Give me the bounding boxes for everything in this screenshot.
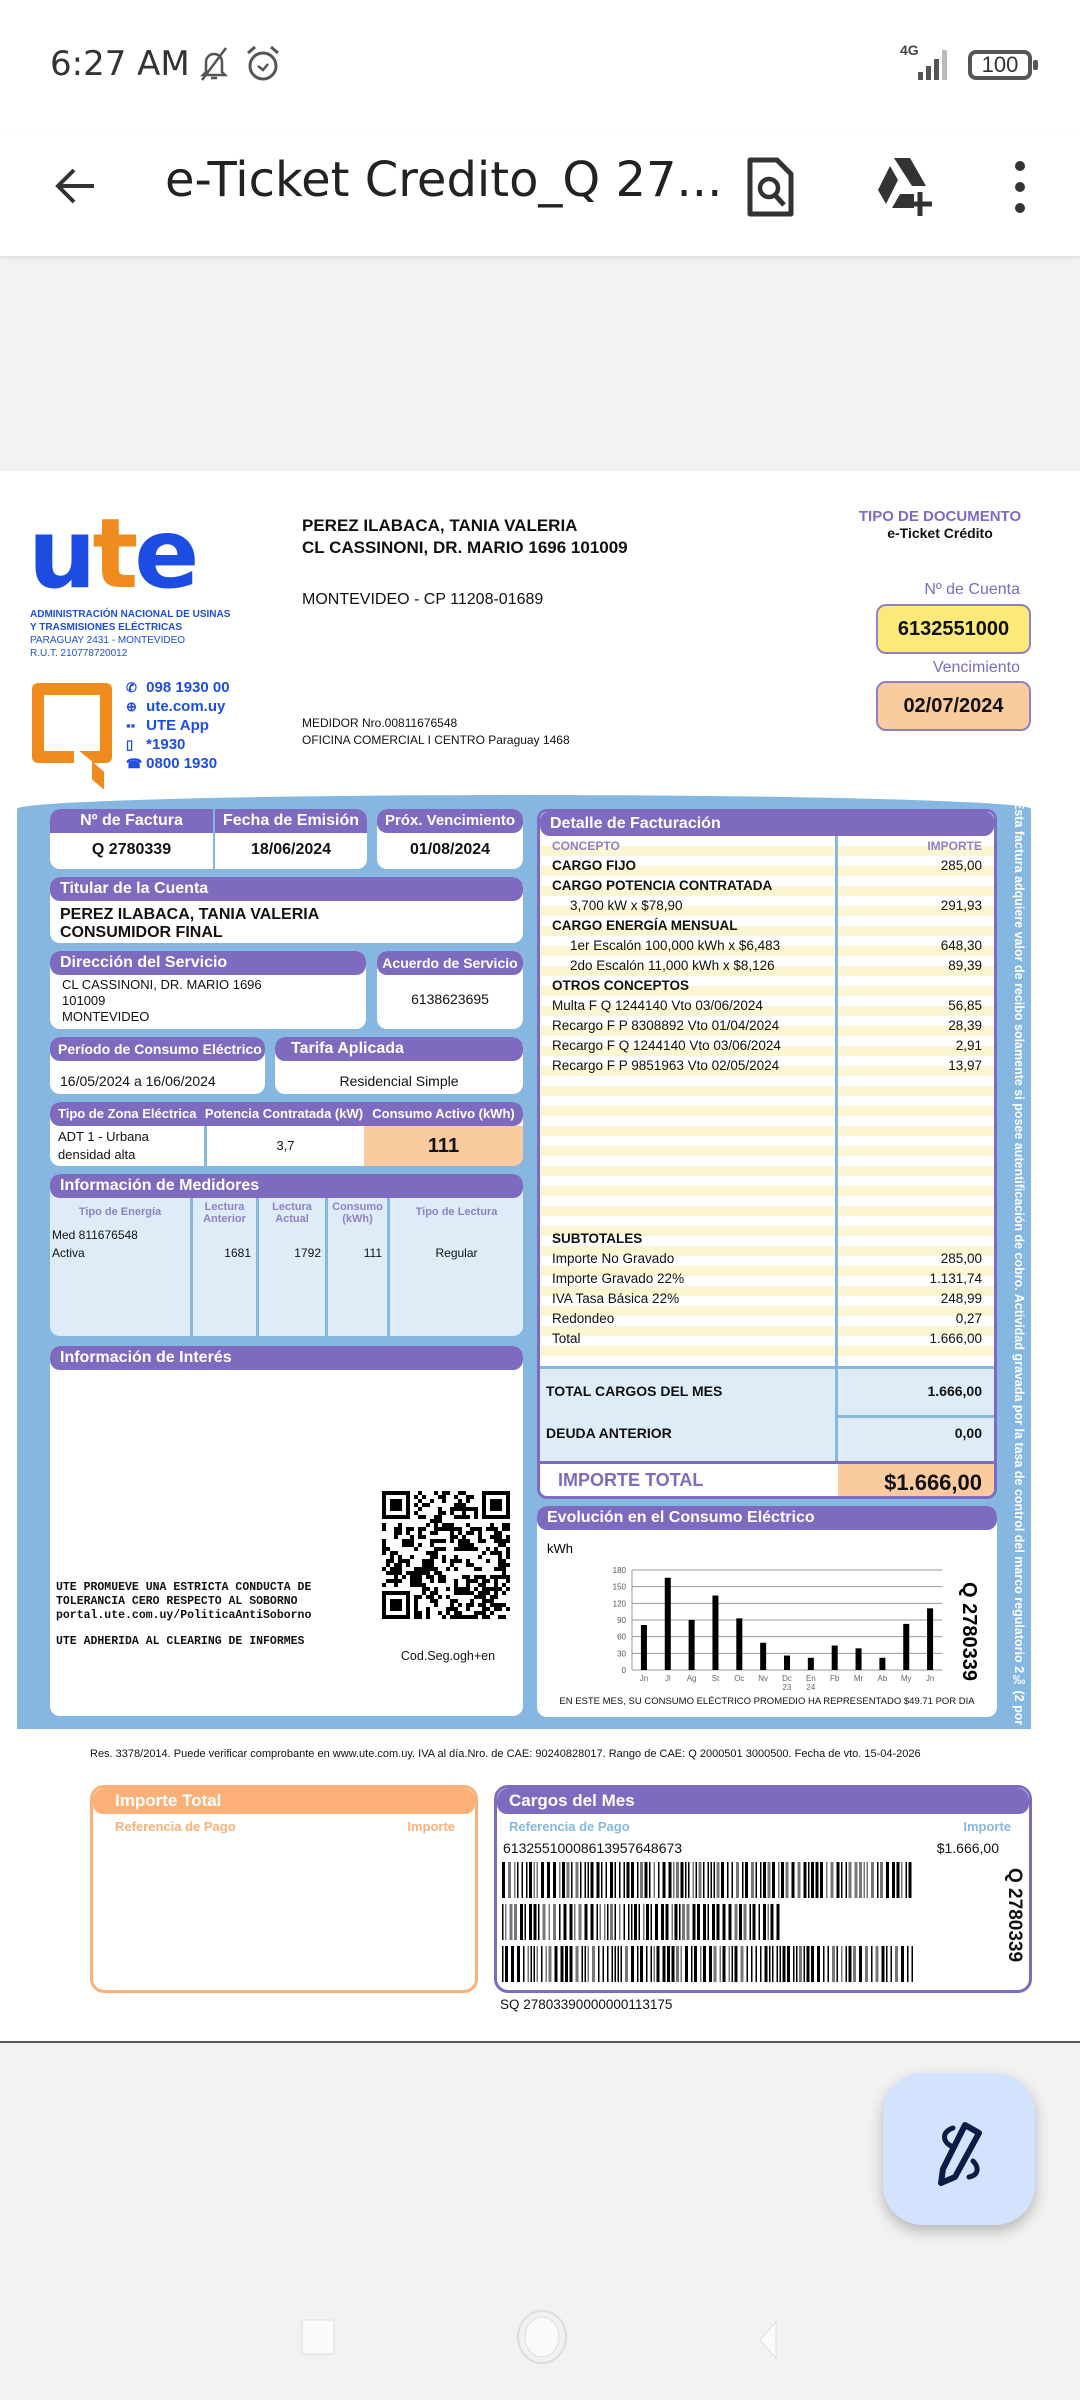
chart-xtick: Jn	[925, 1674, 935, 1683]
signal-icon	[900, 42, 956, 82]
find-in-document-icon[interactable]	[735, 152, 805, 222]
billing-concept: CARGO POTENCIA CONTRATADA	[552, 878, 773, 893]
service-agreement-box	[377, 951, 523, 1029]
app-bar	[0, 130, 1080, 256]
previous-reading: 1681	[224, 1246, 251, 1260]
subtotals-label: SUBTOTALES	[552, 1231, 643, 1246]
chart-ytick: 30	[617, 1649, 626, 1659]
billing-row	[552, 1036, 982, 1056]
subtotal-concept: IVA Tasa Básica 22%	[552, 1291, 680, 1306]
logo-text: ute	[28, 498, 196, 610]
billing-row	[552, 1056, 982, 1076]
subtotal-row	[552, 1329, 982, 1349]
month-charges-label: TOTAL CARGOS DEL MES	[546, 1383, 723, 1399]
alarm-icon	[244, 44, 282, 92]
service-agreement-label: Acuerdo de Servicio	[377, 951, 523, 975]
month-payment-label: Cargos del Mes	[497, 1788, 1029, 1814]
billing-row	[552, 876, 982, 896]
subtotal-row	[552, 1309, 982, 1329]
battery-level: 100	[981, 52, 1019, 77]
meters-label: Información de Medidores	[50, 1174, 523, 1198]
contact-list	[126, 678, 230, 773]
subtotal-concept: Importe No Gravado	[552, 1251, 675, 1266]
contact-text: ute.com.uy	[146, 698, 226, 715]
globe-icon: ⊕	[126, 699, 137, 714]
consumption-evolution-box	[537, 1506, 997, 1717]
payment-ref-label: Referencia de Pago	[115, 1819, 236, 1834]
chart-xtick: Dc	[782, 1674, 792, 1683]
contact-text: 098 1930 00	[146, 679, 230, 696]
contact-text: 0800 1930	[146, 755, 218, 772]
anti-bribery-link[interactable]: portal.ute.com.uy/PoliticaAntiSoborno	[56, 1609, 312, 1622]
chart-bar	[856, 1648, 862, 1670]
chart-xtick: Fb	[830, 1674, 840, 1683]
reading-type: Regular	[435, 1246, 478, 1260]
chart-bar	[808, 1658, 814, 1670]
recipient-street: CL CASSINONI, DR. MARIO 1696 101009	[302, 538, 628, 557]
phone-icon: ☎	[126, 756, 143, 771]
chart-xtick: Ag	[686, 1674, 697, 1683]
chart-xtick: Jn	[639, 1674, 649, 1683]
chart-xtick: St	[711, 1674, 720, 1683]
meters-header: Consumo (kWh)	[332, 1201, 383, 1225]
billing-concept: Recargo F P 8308892 Vto 01/04/2024	[552, 1018, 780, 1033]
battery-icon	[968, 50, 1032, 80]
total-amount: $1.666,00	[838, 1464, 994, 1499]
billing-row	[552, 916, 982, 936]
billing-amount: 28,39	[948, 1018, 982, 1033]
previous-debt: 0,00	[954, 1425, 982, 1441]
clearing-text: UTE ADHERIDA AL CLEARING DE INFORMES	[56, 1635, 305, 1648]
whatsapp-icon: ✆	[126, 680, 137, 695]
back-button[interactable]	[760, 2322, 776, 2358]
chart-invoice-ref: Q 2780339	[958, 1582, 980, 1681]
contact-mobile[interactable]	[126, 735, 230, 754]
billing-concept: Recargo F P 9851963 Vto 02/05/2024	[552, 1058, 780, 1073]
document-type-value: e-Ticket Crédito	[887, 525, 993, 541]
billing-concept: 1er Escalón 100,000 kWh x $6,483	[570, 938, 781, 953]
recipient-name: PEREZ ILABACA, TANIA VALERIA	[302, 516, 578, 535]
tariff-value: Residencial Simple	[339, 1073, 459, 1089]
billing-concept: OTROS CONCEPTOS	[552, 978, 690, 993]
service-address-line: 101009	[62, 993, 106, 1008]
subtotal-amount: 1.131,74	[929, 1271, 982, 1286]
contact-chat-icon	[32, 683, 112, 763]
chart-ytick: 180	[612, 1566, 626, 1575]
chart-xtick: Mr	[853, 1674, 864, 1683]
system-nav-bar	[0, 2300, 1080, 2400]
billing-concept: Recargo F Q 1244140 Vto 03/06/2024	[552, 1038, 781, 1053]
contact-text: *1930	[146, 736, 186, 753]
payment-amount-label: Importe	[963, 1819, 1011, 1834]
next-due-label: Próx. Vencimiento	[377, 809, 523, 833]
meter-office	[302, 715, 570, 749]
account-holder-box	[50, 877, 523, 943]
account-label: Nº de Cuenta	[924, 581, 1020, 598]
service-agreement-number: 6138623695	[411, 991, 489, 1007]
billing-concept: CARGO FIJO	[552, 858, 637, 873]
chart-bar	[903, 1624, 909, 1670]
billing-amount: 13,97	[948, 1058, 982, 1073]
concept-header: CONCEPTO	[552, 839, 620, 853]
add-to-drive-icon[interactable]	[868, 152, 938, 222]
billing-amount: 89,39	[948, 958, 982, 973]
org-rut: R.U.T. 210778720012	[30, 648, 128, 659]
consumption-period: 16/05/2024 a 16/06/2024	[60, 1073, 216, 1089]
meter-consumption: 111	[363, 1246, 382, 1260]
service-address-line: MONTEVIDEO	[62, 1009, 150, 1024]
arrow-left-icon[interactable]	[48, 158, 104, 227]
account-holder-label: Titular de la Cuenta	[50, 877, 523, 901]
subtotal-amount: 248,99	[940, 1291, 982, 1306]
due-date: 02/07/2024	[876, 681, 1031, 731]
chart-xtick: 23	[782, 1683, 792, 1692]
consumption-period-label: Período de Consumo Eléctrico	[50, 1037, 265, 1061]
legal-footer: Res. 3378/2014. Puede verificar comprobante en www.ute.com.uy. IVA al día.Nro. de CAE: 90240828017. Rango de CAE: Q 2000501 3000500. Fecha de vto. 15-04-2026	[90, 1748, 921, 1760]
consumption-chart	[537, 1530, 997, 1694]
billing-detail-label: Detalle de Facturación	[540, 812, 994, 836]
meter-number: MEDIDOR Nro.00811676548	[302, 716, 458, 730]
chart-bar	[689, 1620, 695, 1670]
billing-amount: 291,93	[940, 898, 982, 913]
subtotal-concept: Total	[552, 1331, 581, 1346]
month-payment-box	[494, 1785, 1032, 1993]
amount-header: IMPORTE	[927, 839, 982, 853]
meters-box	[50, 1174, 523, 1336]
invoice-number-label: Nº de Factura	[50, 809, 213, 833]
billing-row	[552, 956, 982, 976]
billing-amount: 2,91	[955, 1038, 982, 1053]
billing-row	[552, 856, 982, 876]
mobile-icon: ▯	[126, 737, 134, 752]
recents-button[interactable]	[302, 2320, 334, 2354]
billing-amount: 56,85	[948, 998, 982, 1013]
billing-row	[552, 1016, 982, 1036]
subtotal-row	[552, 1249, 982, 1269]
service-address-box	[50, 951, 366, 1029]
interest-info-box	[50, 1346, 523, 1716]
billing-concept: 2do Escalón 11,000 kWh x $8,126	[570, 958, 775, 973]
document-type	[840, 508, 1040, 541]
chart-bar	[712, 1596, 718, 1670]
account-holder-name: PEREZ ILABACA, TANIA VALERIA	[60, 906, 320, 923]
consumption-evolution-label: Evolución en el Consumo Eléctrico	[537, 1506, 997, 1530]
invoice-number: Q 2780339	[91, 841, 172, 858]
power-label: Potencia Contratada (kW)	[204, 1106, 364, 1121]
chart-bar	[665, 1578, 671, 1670]
billing-concept: CARGO ENERGÍA MENSUAL	[552, 918, 738, 933]
chart-ytick: 150	[612, 1582, 626, 1592]
more-vert-icon[interactable]	[1000, 152, 1040, 222]
issue-date-box	[215, 809, 367, 869]
interest-info-label: Información de Interés	[50, 1346, 523, 1370]
contact-whatsapp[interactable]	[126, 678, 230, 697]
recipient-city: MONTEVIDEO - CP 11208-01689	[302, 591, 544, 608]
meters-header: Tipo de Energía	[78, 1206, 162, 1218]
anti-bribery-text: UTE PROMUEVE UNA ESTRICTA CONDUCTA DE	[56, 1581, 312, 1594]
subtotal-row	[552, 1289, 982, 1309]
contact-app[interactable]	[126, 716, 230, 735]
service-address-label: Dirección del Servicio	[50, 951, 366, 975]
org-name-1: ADMINISTRACIÓN NACIONAL DE USINAS	[30, 609, 231, 620]
commercial-office: OFICINA COMERCIAL I CENTRO Paraguay 1468	[302, 733, 570, 747]
chart-ytick: 120	[612, 1599, 626, 1609]
status-bar	[0, 0, 1080, 130]
tariff-box	[275, 1037, 523, 1094]
meters-header: Lectura Anterior	[203, 1201, 246, 1225]
account-number: 6132551000	[876, 604, 1031, 654]
organization-info	[30, 608, 230, 660]
payment-ref-label: Referencia de Pago	[509, 1819, 630, 1834]
billing-amount: 648,30	[940, 938, 982, 953]
consumption-period-box	[50, 1037, 265, 1094]
billing-row	[552, 896, 982, 916]
draw-pen-icon	[883, 2073, 1035, 2225]
service-address-line: CL CASSINONI, DR. MARIO 1696	[62, 977, 262, 992]
document-title: e-Ticket Credito_Q 27...	[165, 152, 723, 208]
chart-xtick: Ab	[877, 1674, 888, 1683]
subtotal-amount: 285,00	[940, 1251, 982, 1266]
invoice-page	[0, 471, 1080, 2043]
zone-value: densidad alta	[58, 1147, 136, 1162]
chart-xtick: 24	[806, 1683, 816, 1692]
subtotal-amount: 1.666,00	[929, 1331, 982, 1346]
contact-web[interactable]	[126, 697, 230, 716]
chart-bar	[760, 1643, 766, 1670]
account-holder-type: CONSUMIDOR FINAL	[60, 924, 223, 941]
energy-type: Activa	[52, 1246, 85, 1260]
total-amount-label: IMPORTE TOTAL	[558, 1470, 704, 1490]
chart-ytick: 0	[621, 1666, 626, 1675]
chart-xtick: Oc	[734, 1674, 745, 1683]
status-time: 6:27 AM	[50, 44, 190, 84]
billing-concept: 3,700 kW x $78,90	[570, 898, 683, 913]
total-amount-row	[540, 1461, 994, 1499]
chart-xtick: En	[805, 1674, 816, 1683]
zone-label: Tipo de Zona Eléctrica	[58, 1106, 197, 1121]
month-charges: 1.666,00	[927, 1383, 982, 1399]
qr-code	[382, 1491, 510, 1619]
zone-box	[50, 1102, 523, 1166]
annotate-fab[interactable]	[883, 2073, 1035, 2225]
zone-value: ADT 1 - Urbana	[58, 1129, 149, 1144]
billing-row	[552, 976, 982, 996]
meter-id: Med 811676548	[52, 1228, 138, 1242]
payment-amount: $1.666,00	[936, 1840, 999, 1856]
billing-row	[552, 936, 982, 956]
barcode	[502, 1862, 922, 1988]
invoice-number-box	[50, 809, 213, 869]
chart-xtick: Nv	[758, 1674, 769, 1683]
current-reading: 1792	[294, 1246, 321, 1260]
bell-off-icon	[196, 44, 232, 92]
consumption-value: 111	[364, 1126, 523, 1166]
billing-concept: Multa F Q 1244140 Vto 03/06/2024	[552, 998, 763, 1013]
subtotal-amount: 0,27	[955, 1311, 982, 1326]
chart-bar	[641, 1625, 647, 1670]
anti-bribery-text: TOLERANCIA CERO RESPECTO AL SOBORNO	[56, 1595, 298, 1608]
totals-area	[540, 1366, 994, 1461]
chart-bar	[879, 1658, 885, 1670]
chart-bar	[736, 1618, 742, 1670]
subtotal-concept: Importe Gravado 22%	[552, 1271, 685, 1286]
ute-logo	[28, 498, 196, 610]
meters-header: Lectura Actual	[272, 1201, 312, 1225]
subtotal-concept: Redondeo	[552, 1311, 615, 1326]
contact-phone[interactable]	[126, 754, 230, 773]
contact-text: UTE App	[146, 717, 209, 734]
payment-amount-label: Importe	[407, 1819, 455, 1834]
issue-date: 18/06/2024	[250, 841, 332, 858]
billing-detail-box	[537, 809, 997, 1499]
next-due-date: 01/08/2024	[409, 841, 491, 858]
chart-bar	[784, 1656, 790, 1670]
network-type: 4G	[900, 42, 919, 58]
chart-ylabel: kWh	[547, 1541, 573, 1556]
side-legal-note: Esta factura adquiere valor de recibo solamente si posee autentificación de cobro. Actividad gravada por la tasa de control del marco regulatorio 2‰ (2 por mil).	[1012, 801, 1026, 1755]
org-address: PARAGUAY 2431 - MONTEVIDEO	[30, 635, 186, 646]
total-payment-label: Importe Total	[93, 1788, 475, 1814]
subtotals-heading	[552, 1229, 982, 1249]
power-value: 3,7	[276, 1138, 295, 1153]
org-name-2: Y TRASMISIONES ELÉCTRICAS	[30, 622, 183, 633]
chart-xtick: My	[900, 1674, 912, 1683]
billing-amount: 285,00	[940, 858, 982, 873]
tariff-label: Tarifa Aplicada	[275, 1037, 523, 1061]
next-due-box	[377, 809, 523, 869]
app-grid-icon: ▪▪	[126, 718, 136, 733]
payment-invoice-ref: Q 2780339	[1004, 1868, 1025, 1963]
zone-header	[50, 1102, 523, 1126]
payment-reference: 61325510008613957648673	[503, 1840, 683, 1856]
chart-ytick: 90	[617, 1616, 626, 1625]
due-label: Vencimiento	[932, 659, 1020, 676]
chart-bar	[832, 1646, 838, 1670]
issue-date-label: Fecha de Emisión	[215, 809, 367, 833]
document-type-label: TIPO DE DOCUMENTO	[858, 508, 1022, 525]
security-code: Cod.Seg.ogh+en	[400, 1649, 496, 1663]
meters-header: Tipo de Lectura	[415, 1206, 498, 1218]
chart-bar	[927, 1608, 933, 1670]
recipient-address	[302, 515, 628, 559]
previous-debt-label: DEUDA ANTERIOR	[546, 1425, 672, 1441]
chart-ytick: 60	[617, 1632, 626, 1642]
average-daily-cost-note: EN ESTE MES, SU CONSUMO ELÉCTRICO PROMEDIO HA REPRESENTADO $49.71 POR DIA	[559, 1696, 975, 1707]
billing-row	[552, 996, 982, 1016]
subtotal-row	[552, 1269, 982, 1289]
chart-xtick: Jl	[664, 1674, 671, 1683]
barcode-number: SQ 27803390000000113175	[500, 1997, 673, 2012]
consumption-label: Consumo Activo (kWh)	[372, 1106, 515, 1121]
total-payment-box	[90, 1785, 478, 1993]
